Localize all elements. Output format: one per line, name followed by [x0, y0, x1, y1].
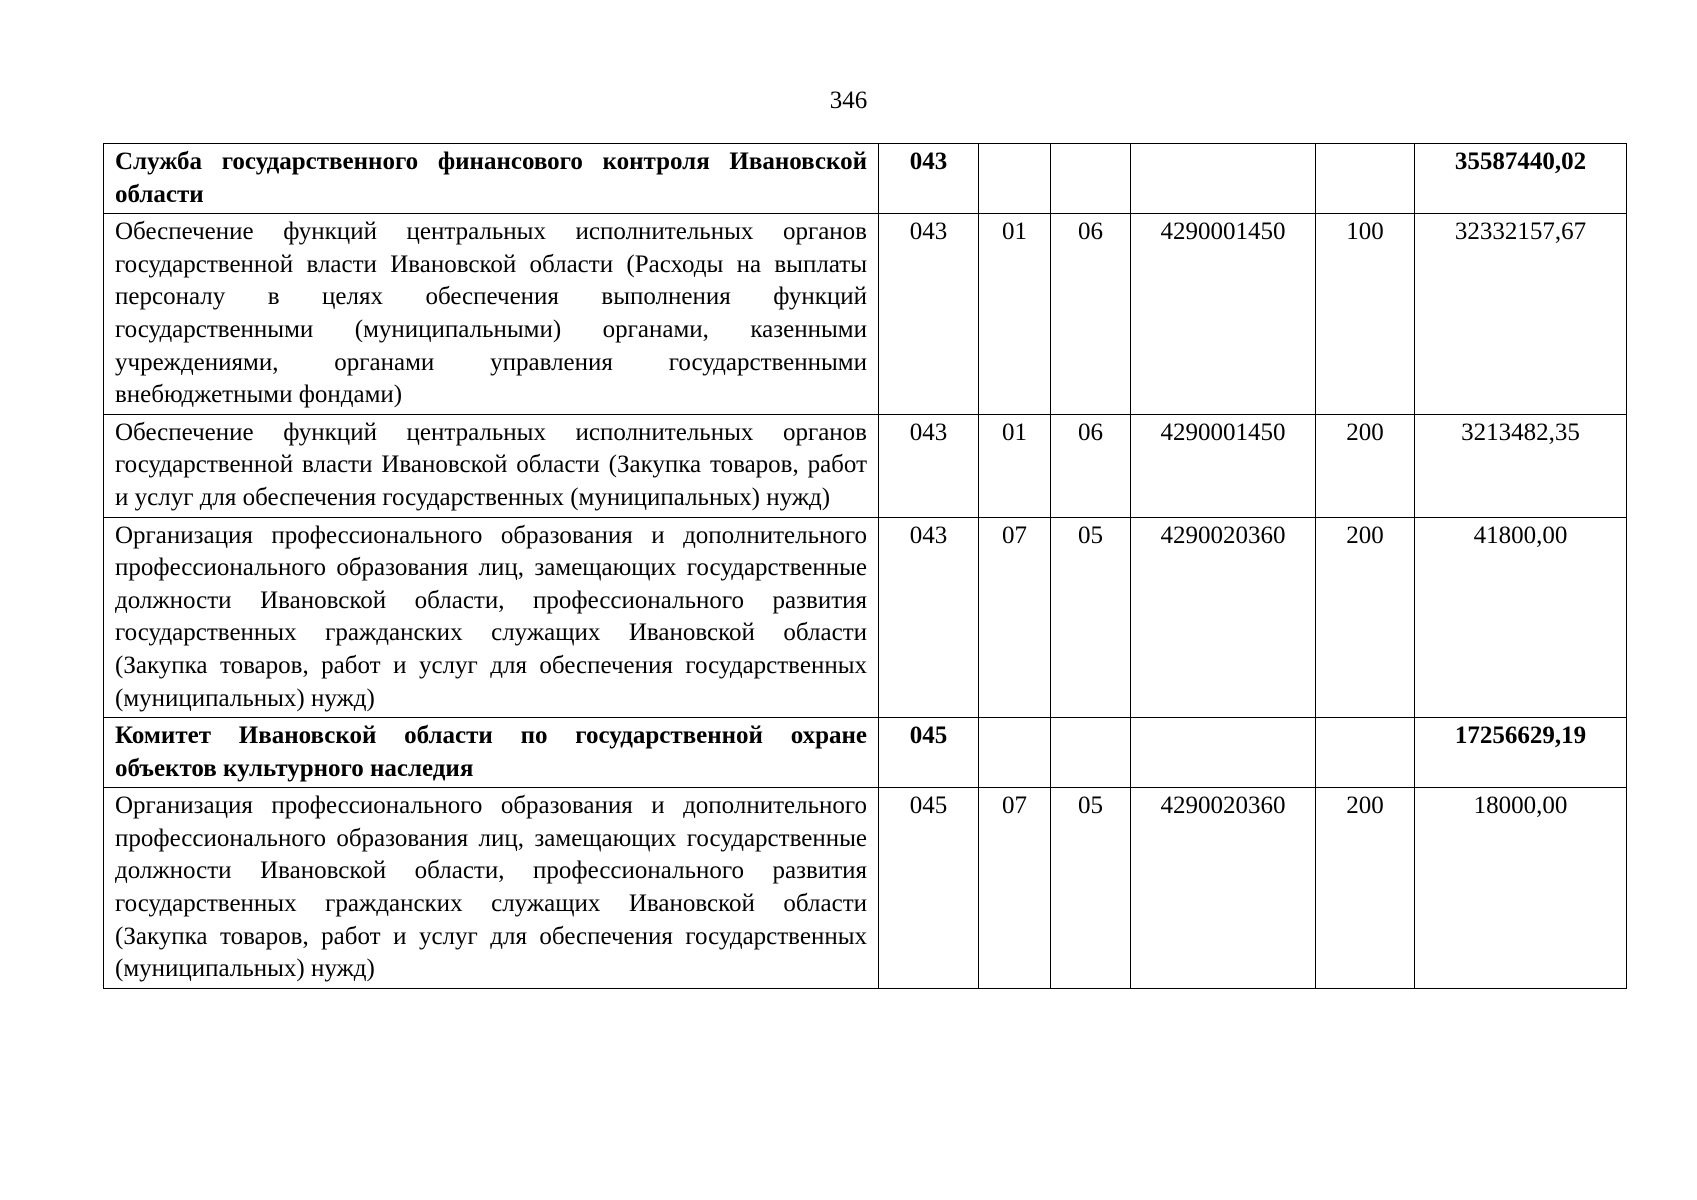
row-csr-code: 4290020360: [1131, 788, 1316, 989]
page-number: 346: [829, 87, 868, 114]
row-razdel-code: 01: [979, 214, 1051, 415]
row-description: Служба государственного финансового контроля Ивановской области: [104, 144, 879, 214]
row-amount: 3213482,35: [1415, 414, 1627, 517]
table-row: [104, 144, 1627, 214]
table-row: [104, 214, 1627, 415]
row-vr-code: 200: [1316, 788, 1415, 989]
row-podrazdel-code: 06: [1051, 214, 1131, 415]
row-description: Комитет Ивановской области по государственной охране объектов культурного наследия: [104, 718, 879, 788]
row-razdel-code: 07: [979, 788, 1051, 989]
row-vedom-code: 045: [879, 788, 979, 989]
table-row: [104, 414, 1627, 517]
table-row: [104, 788, 1627, 989]
table-row: [104, 718, 1627, 788]
row-csr-code: 4290001450: [1131, 414, 1316, 517]
row-csr-code: 4290001450: [1131, 214, 1316, 415]
row-razdel-code: 07: [979, 517, 1051, 718]
row-vedom-code: 043: [879, 214, 979, 415]
row-razdel-code: 01: [979, 414, 1051, 517]
row-podrazdel-code: [1051, 144, 1131, 214]
row-vr-code: 200: [1316, 517, 1415, 718]
row-podrazdel-code: 06: [1051, 414, 1131, 517]
row-description: Обеспечение функций центральных исполнительных органов государственной власти Ивановской области (Расходы на выплаты персоналу в целях обеспечения выполнения функций государственными (муниципальными) органами, казенными учреждениями, органами управления государственными внебюджетными фондами): [104, 214, 879, 415]
row-amount: 41800,00: [1415, 517, 1627, 718]
row-csr-code: 4290020360: [1131, 517, 1316, 718]
row-description: Организация профессионального образования и дополнительного профессионального образования лиц, замещающих государственные должности Ивановской области, профессионального развития государственных гражданских служащих Ивановской области (Закупка товаров, работ и услуг для обеспечения государственных (муниципальных) нужд): [104, 517, 879, 718]
row-podrazdel-code: [1051, 718, 1131, 788]
row-vedom-code: 045: [879, 718, 979, 788]
row-razdel-code: [979, 144, 1051, 214]
row-csr-code: [1131, 718, 1316, 788]
row-vr-code: 100: [1316, 214, 1415, 415]
row-razdel-code: [979, 718, 1051, 788]
row-vedom-code: 043: [879, 144, 979, 214]
row-podrazdel-code: 05: [1051, 517, 1131, 718]
budget-table: [103, 143, 1627, 989]
row-csr-code: [1131, 144, 1316, 214]
row-amount: 18000,00: [1415, 788, 1627, 989]
row-amount: 32332157,67: [1415, 214, 1627, 415]
row-vedom-code: 043: [879, 517, 979, 718]
row-amount: 35587440,02: [1415, 144, 1627, 214]
row-vr-code: [1316, 718, 1415, 788]
row-vr-code: [1316, 144, 1415, 214]
row-amount: 17256629,19: [1415, 718, 1627, 788]
table-row: [104, 517, 1627, 718]
row-podrazdel-code: 05: [1051, 788, 1131, 989]
row-description: Организация профессионального образования и дополнительного профессионального образования лиц, замещающих государственные должности Ивановской области, профессионального развития государственных гражданских служащих Ивановской области (Закупка товаров, работ и услуг для обеспечения государственных (муниципальных) нужд): [104, 788, 879, 989]
row-description: Обеспечение функций центральных исполнительных органов государственной власти Ивановской области (Закупка товаров, работ и услуг для обеспечения государственных (муниципальных) нужд): [104, 414, 879, 517]
row-vedom-code: 043: [879, 414, 979, 517]
row-vr-code: 200: [1316, 414, 1415, 517]
